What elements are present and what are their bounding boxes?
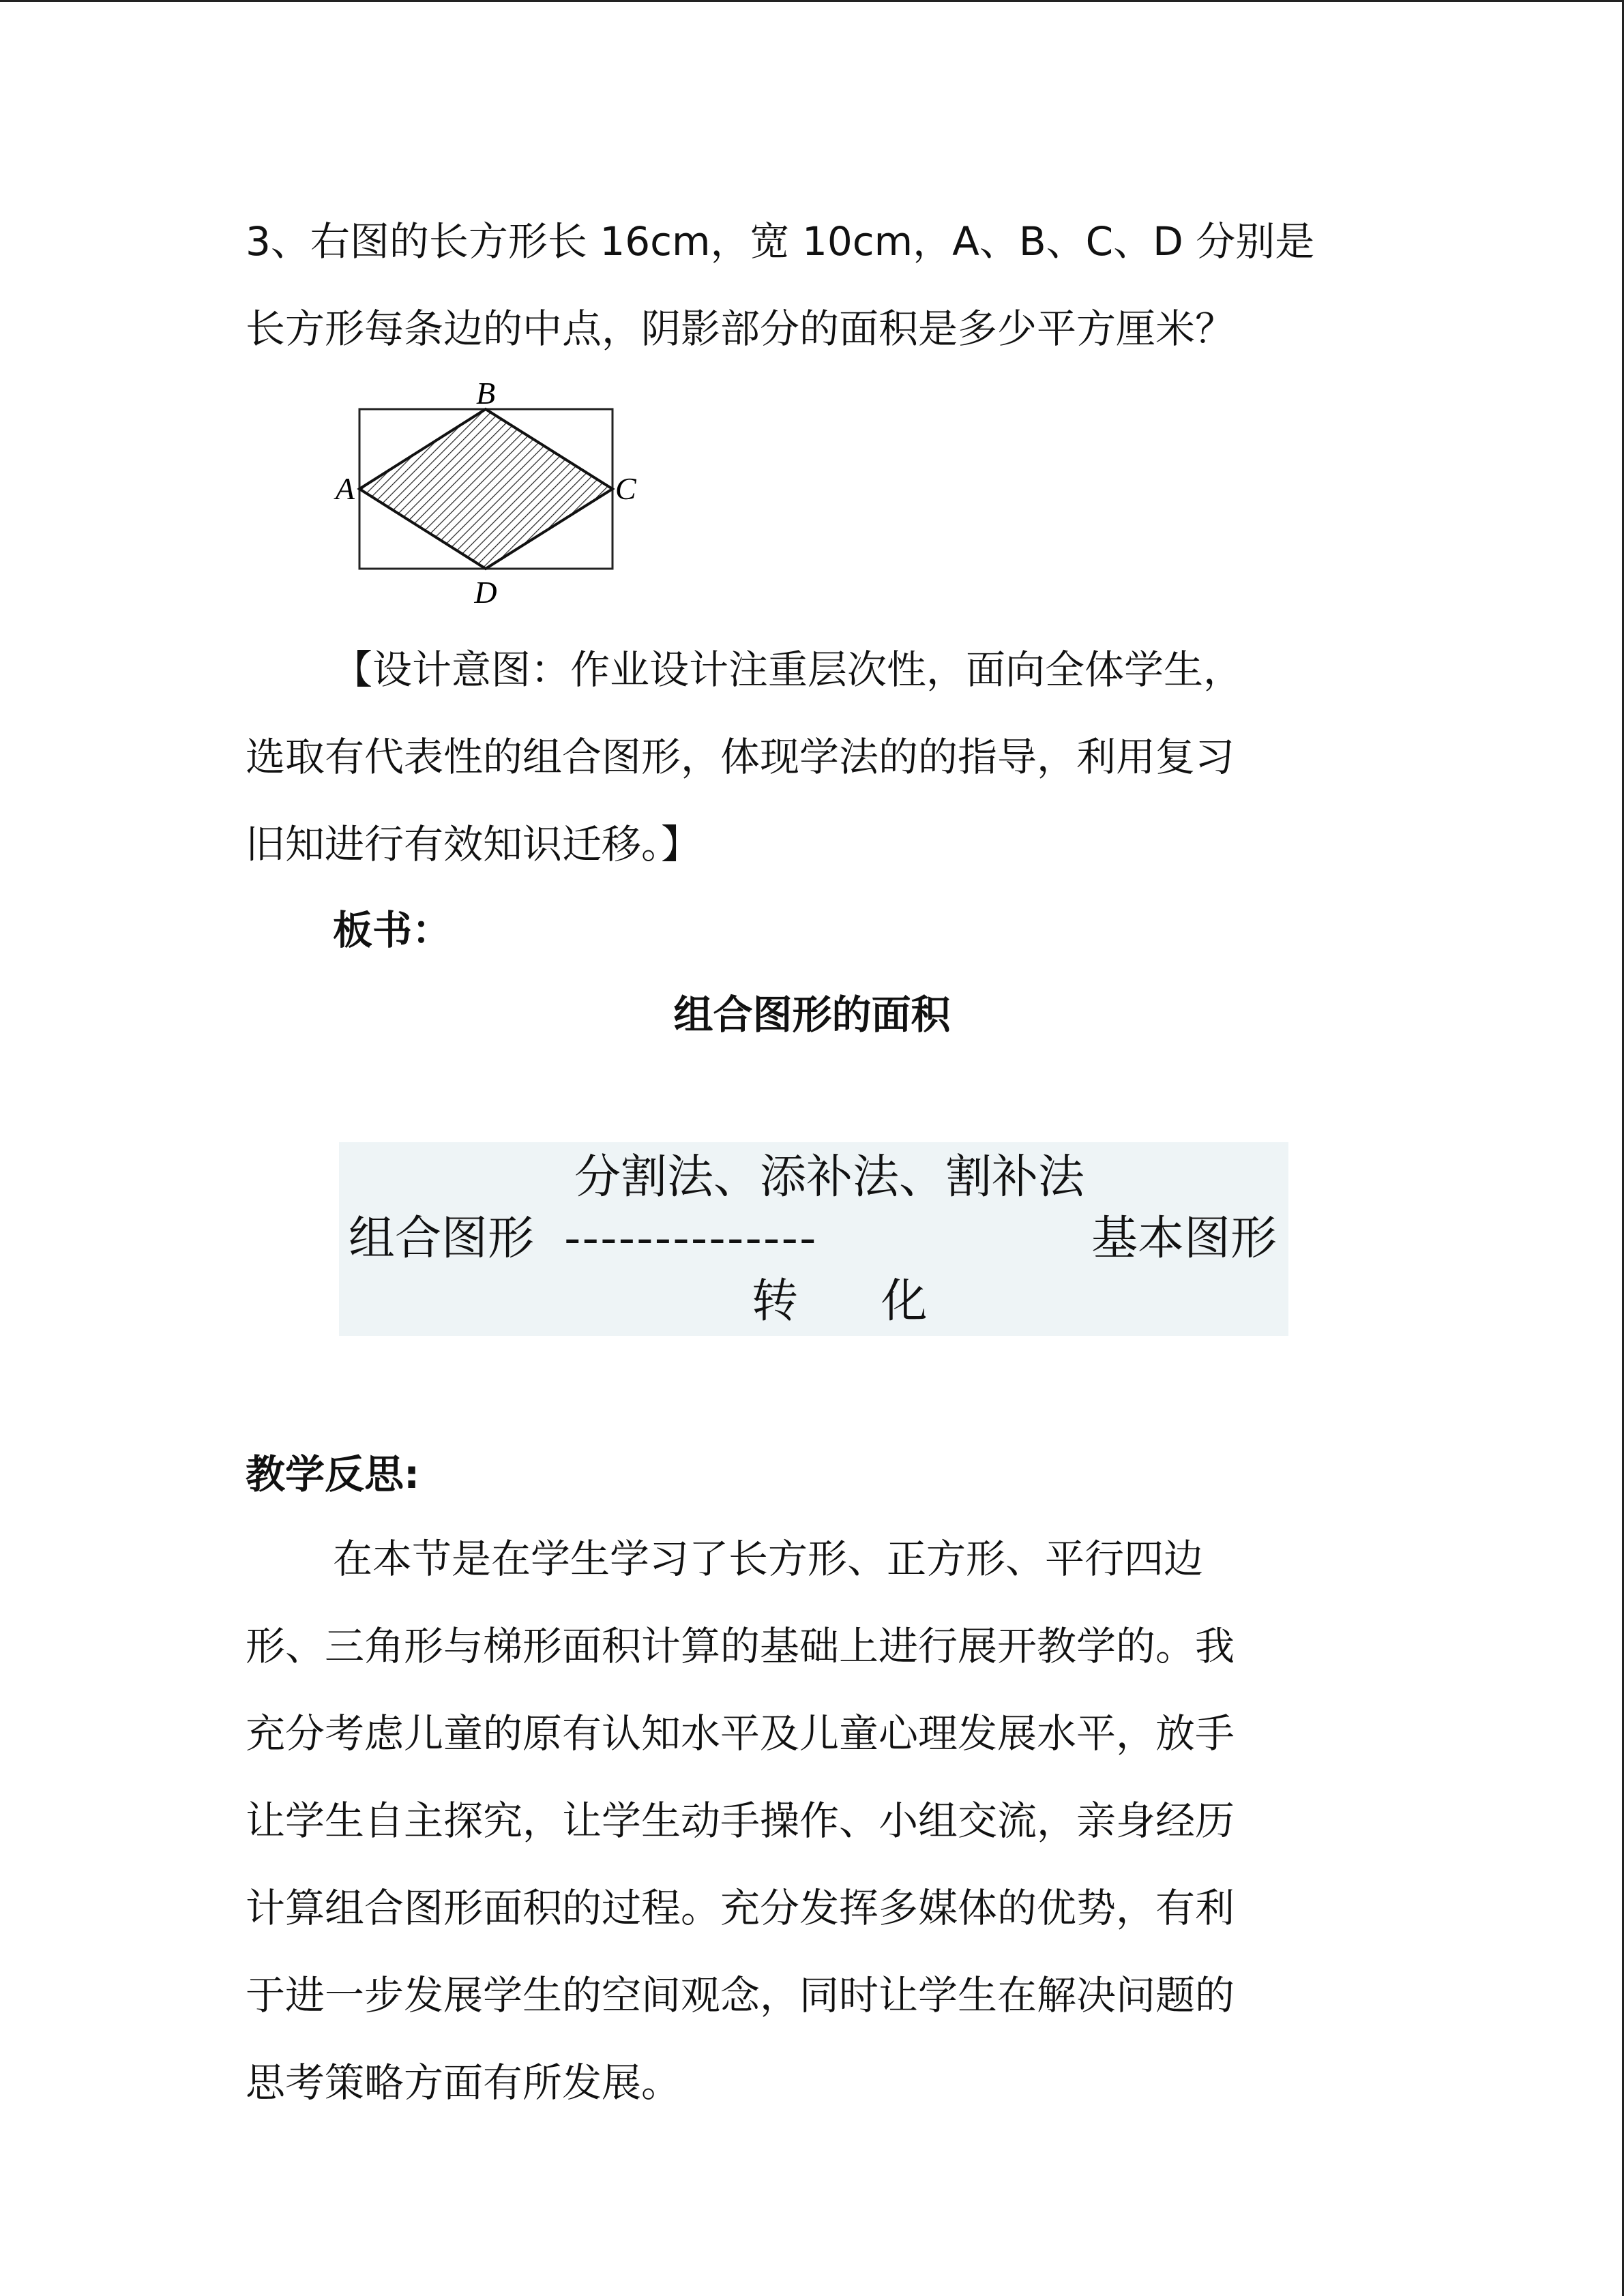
rectangle-rhombus-figure — [321, 374, 641, 612]
reflection-text — [246, 1515, 1337, 2126]
board-title: 组合图形的面积 — [673, 992, 951, 1038]
problem-line-1: 3、右图的长方形长 16cm，宽 10cm，A、B、C、D 分别是 — [246, 218, 1315, 265]
reflection-line-3: 充分考虑儿童的原有认知水平及儿童心理发展水平，放手 — [246, 1710, 1235, 1757]
board-diagram — [339, 1142, 1288, 1336]
basic-shape-text: 基本图形 — [1091, 1212, 1278, 1266]
problem-line-2: 长方形每条边的中点，阴影部分的面积是多少平方厘米？ — [246, 305, 1235, 352]
reflection-heading: 教学反思: — [246, 1451, 420, 1497]
reflection-line-6: 于进一步发展学生的空间观念，同时让学生在解决问题的 — [246, 1972, 1235, 2018]
dashed-connector: -------------- — [564, 1212, 818, 1266]
composite-shape-text: 组合图形 — [349, 1212, 535, 1266]
page-border-top — [0, 0, 1624, 2]
reflection-line-1: 在本节是在学生学习了长方形、正方形、平行四边 — [333, 1536, 1204, 1582]
design-note-line-2: 选取有代表性的组合图形，体现学法的的指导，利用复习 — [246, 734, 1235, 780]
reflection-line-7: 思考策略方面有所发展。 — [246, 2059, 681, 2106]
reflection-line-2: 形、三角形与梯形面积计算的基础上进行展开教学的。我 — [246, 1623, 1235, 1669]
label-c: C — [615, 471, 636, 506]
design-intent-note — [246, 626, 1337, 888]
label-b: B — [475, 376, 496, 411]
transform-text: 转 化 — [752, 1274, 962, 1328]
label-a: A — [335, 471, 355, 506]
problem-text — [246, 198, 1337, 372]
shaded-rhombus — [359, 409, 612, 569]
design-note-line-3: 旧知进行有效知识迁移。】 — [246, 821, 701, 867]
reflection-line-5: 计算组合图形面积的过程。充分发挥多媒体的优势，有利 — [246, 1885, 1235, 1931]
label-d: D — [474, 575, 497, 610]
design-note-line-1: 【设计意图：作业设计注重层次性，面向全体学生， — [333, 646, 1243, 693]
board-label: 板书： — [333, 907, 452, 953]
reflection-line-4: 让学生自主探究，让学生动手操作、小组交流，亲身经历 — [246, 1798, 1235, 1844]
methods-text: 分割法、添补法、割补法 — [574, 1150, 1085, 1204]
